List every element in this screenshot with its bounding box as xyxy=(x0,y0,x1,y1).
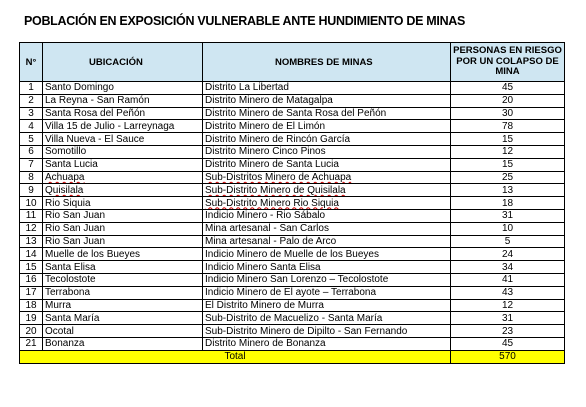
header-people-at-risk: PERSONAS EN RIESGO POR UN COLAPSO DE MINA xyxy=(451,43,565,82)
row-number-text: 14 xyxy=(25,248,37,260)
row-people-at-risk-text: 25 xyxy=(501,171,514,183)
row-number xyxy=(20,235,43,248)
row-people-at-risk xyxy=(451,235,565,248)
row-number-text: 7 xyxy=(28,159,34,171)
row-people-at-risk-text: 23 xyxy=(501,325,514,337)
row-number xyxy=(20,184,43,197)
row-mine-name xyxy=(203,286,451,299)
row-mine-name xyxy=(203,82,451,95)
row-number-text: 1 xyxy=(28,82,34,94)
row-mine-name xyxy=(203,261,451,274)
row-people-at-risk-text: 78 xyxy=(501,120,514,132)
row-number xyxy=(20,171,43,184)
table-row xyxy=(20,145,565,158)
row-number xyxy=(20,325,43,338)
row-number-text: 4 xyxy=(28,120,34,132)
row-mine-name-text: Indicio Minero Santa Elisa xyxy=(205,261,321,273)
row-number-text: 20 xyxy=(25,325,37,337)
table-row xyxy=(20,337,565,350)
row-people-at-risk xyxy=(451,158,565,171)
row-people-at-risk-text: 41 xyxy=(501,274,514,286)
row-number xyxy=(20,286,43,299)
row-mine-name xyxy=(203,133,451,146)
row-mine-name xyxy=(203,273,451,286)
row-mine-name-text: Sub-Distrito Minero de Quisilala xyxy=(205,184,346,196)
table-row xyxy=(20,133,565,146)
row-location-text: Tecolostote xyxy=(45,274,96,286)
total-value: 570 xyxy=(451,350,565,363)
row-mine-name xyxy=(203,120,451,133)
row-number-text: 3 xyxy=(28,107,34,119)
row-people-at-risk-text: 13 xyxy=(501,184,514,196)
row-location xyxy=(43,171,203,184)
row-mine-name-text: Distrito La Libertad xyxy=(205,82,289,94)
row-location-text: Quisilala xyxy=(45,184,84,196)
row-people-at-risk xyxy=(451,312,565,325)
row-mine-name-text: Distrito Minero de Bonanza xyxy=(205,338,326,350)
row-number xyxy=(20,209,43,222)
row-mine-name-text: Indicio Minero de Muelle de los Bueyes xyxy=(205,248,379,260)
row-people-at-risk xyxy=(451,145,565,158)
row-location xyxy=(43,184,203,197)
row-location-text: Ocotal xyxy=(45,325,74,337)
row-number xyxy=(20,273,43,286)
header-mine-names: NOMBRES DE MINAS xyxy=(203,43,451,82)
row-location-text: Villa Nueva - El Sauce xyxy=(45,133,145,145)
row-people-at-risk-text: 5 xyxy=(504,235,511,247)
row-location-text: Rio San Juan xyxy=(45,235,106,247)
table-row xyxy=(20,248,565,261)
row-number xyxy=(20,145,43,158)
table-header-row xyxy=(20,43,565,82)
row-people-at-risk xyxy=(451,133,565,146)
row-location-text: Santo Domingo xyxy=(45,82,114,94)
row-people-at-risk-text: 10 xyxy=(501,223,514,235)
total-label: Total xyxy=(20,350,451,363)
row-number-text: 19 xyxy=(25,312,37,324)
row-location xyxy=(43,235,203,248)
row-mine-name xyxy=(203,145,451,158)
row-location-text: Muelle de los Bueyes xyxy=(45,248,141,260)
row-number xyxy=(20,107,43,120)
table-row xyxy=(20,261,565,274)
row-mine-name xyxy=(203,325,451,338)
table-row xyxy=(20,197,565,210)
row-people-at-risk-text: 31 xyxy=(501,210,514,222)
header-number: N° xyxy=(20,43,43,82)
row-location xyxy=(43,325,203,338)
row-people-at-risk-text: 43 xyxy=(501,287,514,299)
row-people-at-risk-text: 45 xyxy=(501,338,514,350)
row-number xyxy=(20,120,43,133)
row-mine-name xyxy=(203,209,451,222)
row-location xyxy=(43,299,203,312)
row-location xyxy=(43,222,203,235)
row-mine-name xyxy=(203,312,451,325)
row-location xyxy=(43,94,203,107)
row-mine-name xyxy=(203,107,451,120)
row-mine-name xyxy=(203,222,451,235)
row-people-at-risk-text: 24 xyxy=(501,248,514,260)
row-mine-name-text: Mina artesanal - Palo de Arco xyxy=(205,235,337,247)
row-location-text: Bonanza xyxy=(45,338,85,350)
row-number xyxy=(20,337,43,350)
row-number xyxy=(20,248,43,261)
row-number xyxy=(20,158,43,171)
row-number-text: 2 xyxy=(28,95,34,107)
row-number-text: 15 xyxy=(25,261,37,273)
table-row xyxy=(20,286,565,299)
row-people-at-risk xyxy=(451,120,565,133)
row-number xyxy=(20,82,43,95)
row-location-text: Murra xyxy=(45,299,72,311)
row-location xyxy=(43,120,203,133)
table-row xyxy=(20,325,565,338)
row-location xyxy=(43,312,203,325)
row-mine-name-text: Distrito Minero de Rincón García xyxy=(205,133,351,145)
row-mine-name-text: Distrito Minero de Santa Lucia xyxy=(205,159,339,171)
row-people-at-risk-text: 15 xyxy=(501,159,514,171)
row-location xyxy=(43,248,203,261)
row-location-text: Rio San Juan xyxy=(45,223,106,235)
row-people-at-risk-text: 12 xyxy=(501,146,514,158)
row-people-at-risk xyxy=(451,337,565,350)
table-row xyxy=(20,158,565,171)
row-location-text: Rio San Juan xyxy=(45,210,106,222)
row-mine-name-text: Indicio Minero de El ayote – Terrabona xyxy=(205,287,377,299)
row-number-text: 17 xyxy=(25,287,37,299)
row-mine-name xyxy=(203,171,451,184)
table-row xyxy=(20,107,565,120)
row-number xyxy=(20,197,43,210)
row-people-at-risk xyxy=(451,82,565,95)
row-people-at-risk xyxy=(451,209,565,222)
row-location xyxy=(43,337,203,350)
row-people-at-risk xyxy=(451,286,565,299)
row-location xyxy=(43,133,203,146)
row-location-text: Rio Siquia xyxy=(45,197,91,209)
row-people-at-risk xyxy=(451,261,565,274)
row-number-text: 16 xyxy=(25,274,37,286)
page-title: POBLACIÓN EN EXPOSICIÓN VULNERABLE ANTE HUNDIMIENTO DE MINAS xyxy=(24,14,466,28)
row-number-text: 6 xyxy=(28,146,34,158)
row-mine-name xyxy=(203,235,451,248)
row-people-at-risk xyxy=(451,197,565,210)
row-number xyxy=(20,299,43,312)
row-number xyxy=(20,312,43,325)
row-mine-name-text: Indicio Minero San Lorenzo – Tecolostote xyxy=(205,274,389,286)
row-mine-name xyxy=(203,337,451,350)
row-people-at-risk-text: 34 xyxy=(501,261,514,273)
row-location-text: Terrabona xyxy=(45,287,91,299)
row-mine-name xyxy=(203,158,451,171)
row-mine-name-text: Distrito Minero de El Limón xyxy=(205,120,326,132)
table-row xyxy=(20,235,565,248)
row-mine-name-text: Mina artesanal - San Carlos xyxy=(205,223,329,235)
row-location xyxy=(43,145,203,158)
table-row xyxy=(20,222,565,235)
row-number-text: 10 xyxy=(25,197,37,209)
row-mine-name xyxy=(203,197,451,210)
row-people-at-risk-text: 31 xyxy=(501,312,514,324)
table-row xyxy=(20,120,565,133)
row-people-at-risk xyxy=(451,222,565,235)
row-location xyxy=(43,261,203,274)
mines-table xyxy=(19,42,565,364)
row-mine-name-text: Distrito Minero de Santa Rosa del Peñón xyxy=(205,107,387,119)
row-location xyxy=(43,273,203,286)
row-location-text: La Reyna - San Ramón xyxy=(45,95,150,107)
row-number-text: 21 xyxy=(25,338,37,350)
row-people-at-risk-text: 12 xyxy=(501,299,514,311)
row-location-text: Santa María xyxy=(45,312,100,324)
row-people-at-risk xyxy=(451,273,565,286)
row-people-at-risk xyxy=(451,94,565,107)
row-location xyxy=(43,209,203,222)
row-number-text: 18 xyxy=(25,299,37,311)
table-row xyxy=(20,299,565,312)
row-location-text: Villa 15 de Julio - Larreynaga xyxy=(45,120,175,132)
table-row xyxy=(20,184,565,197)
table-row xyxy=(20,82,565,95)
row-mine-name-text: Distrito Minero Cinco Pinos xyxy=(205,146,326,158)
row-location-text: Achuapa xyxy=(45,171,85,183)
row-people-at-risk xyxy=(451,299,565,312)
row-number-text: 11 xyxy=(25,210,37,222)
row-people-at-risk xyxy=(451,171,565,184)
row-people-at-risk xyxy=(451,184,565,197)
row-mine-name-text: Sub-Distrito Minero Rio Siquia xyxy=(205,197,339,209)
row-people-at-risk-text: 30 xyxy=(501,107,514,119)
table-row xyxy=(20,312,565,325)
table-body xyxy=(20,82,565,364)
row-number-text: 9 xyxy=(28,184,34,196)
table-row xyxy=(20,273,565,286)
row-number xyxy=(20,261,43,274)
row-people-at-risk xyxy=(451,107,565,120)
row-mine-name-text: Sub-Distritos Minero de Achuapa xyxy=(205,171,352,183)
row-mine-name-text: Distrito Minero de Matagalpa xyxy=(205,95,333,107)
row-people-at-risk xyxy=(451,248,565,261)
row-number-text: 12 xyxy=(25,223,37,235)
row-number-text: 8 xyxy=(28,171,34,183)
row-location xyxy=(43,197,203,210)
row-mine-name xyxy=(203,299,451,312)
table-row xyxy=(20,171,565,184)
total-row xyxy=(20,350,565,363)
row-mine-name-text: Indicio Minero - Rio Sábalo xyxy=(205,210,326,222)
row-mine-name-text: Sub-Distrito Minero de Dipilto - San Fernando xyxy=(205,325,408,337)
row-mine-name-text: Sub-Distrito de Macuelizo - Santa María xyxy=(205,312,383,324)
row-mine-name xyxy=(203,94,451,107)
row-people-at-risk-text: 20 xyxy=(501,95,514,107)
row-location-text: Santa Rosa del Peñón xyxy=(45,107,146,119)
row-people-at-risk-text: 18 xyxy=(501,197,514,209)
row-people-at-risk-text: 45 xyxy=(501,82,514,94)
row-mine-name xyxy=(203,248,451,261)
table-row xyxy=(20,209,565,222)
row-location xyxy=(43,107,203,120)
row-people-at-risk xyxy=(451,325,565,338)
row-number xyxy=(20,133,43,146)
row-mine-name xyxy=(203,184,451,197)
row-mine-name-text: El Distrito Minero de Murra xyxy=(205,299,324,311)
row-number xyxy=(20,94,43,107)
row-number xyxy=(20,222,43,235)
row-location-text: Somotillo xyxy=(45,146,87,158)
row-location xyxy=(43,82,203,95)
row-people-at-risk-text: 15 xyxy=(501,133,514,145)
row-location-text: Santa Lucia xyxy=(45,159,98,171)
row-location xyxy=(43,286,203,299)
table-row xyxy=(20,94,565,107)
row-location-text: Santa Elisa xyxy=(45,261,96,273)
row-number-text: 5 xyxy=(28,133,34,145)
row-number-text: 13 xyxy=(25,235,37,247)
row-location xyxy=(43,158,203,171)
header-location: UBICACIÓN xyxy=(43,43,203,82)
